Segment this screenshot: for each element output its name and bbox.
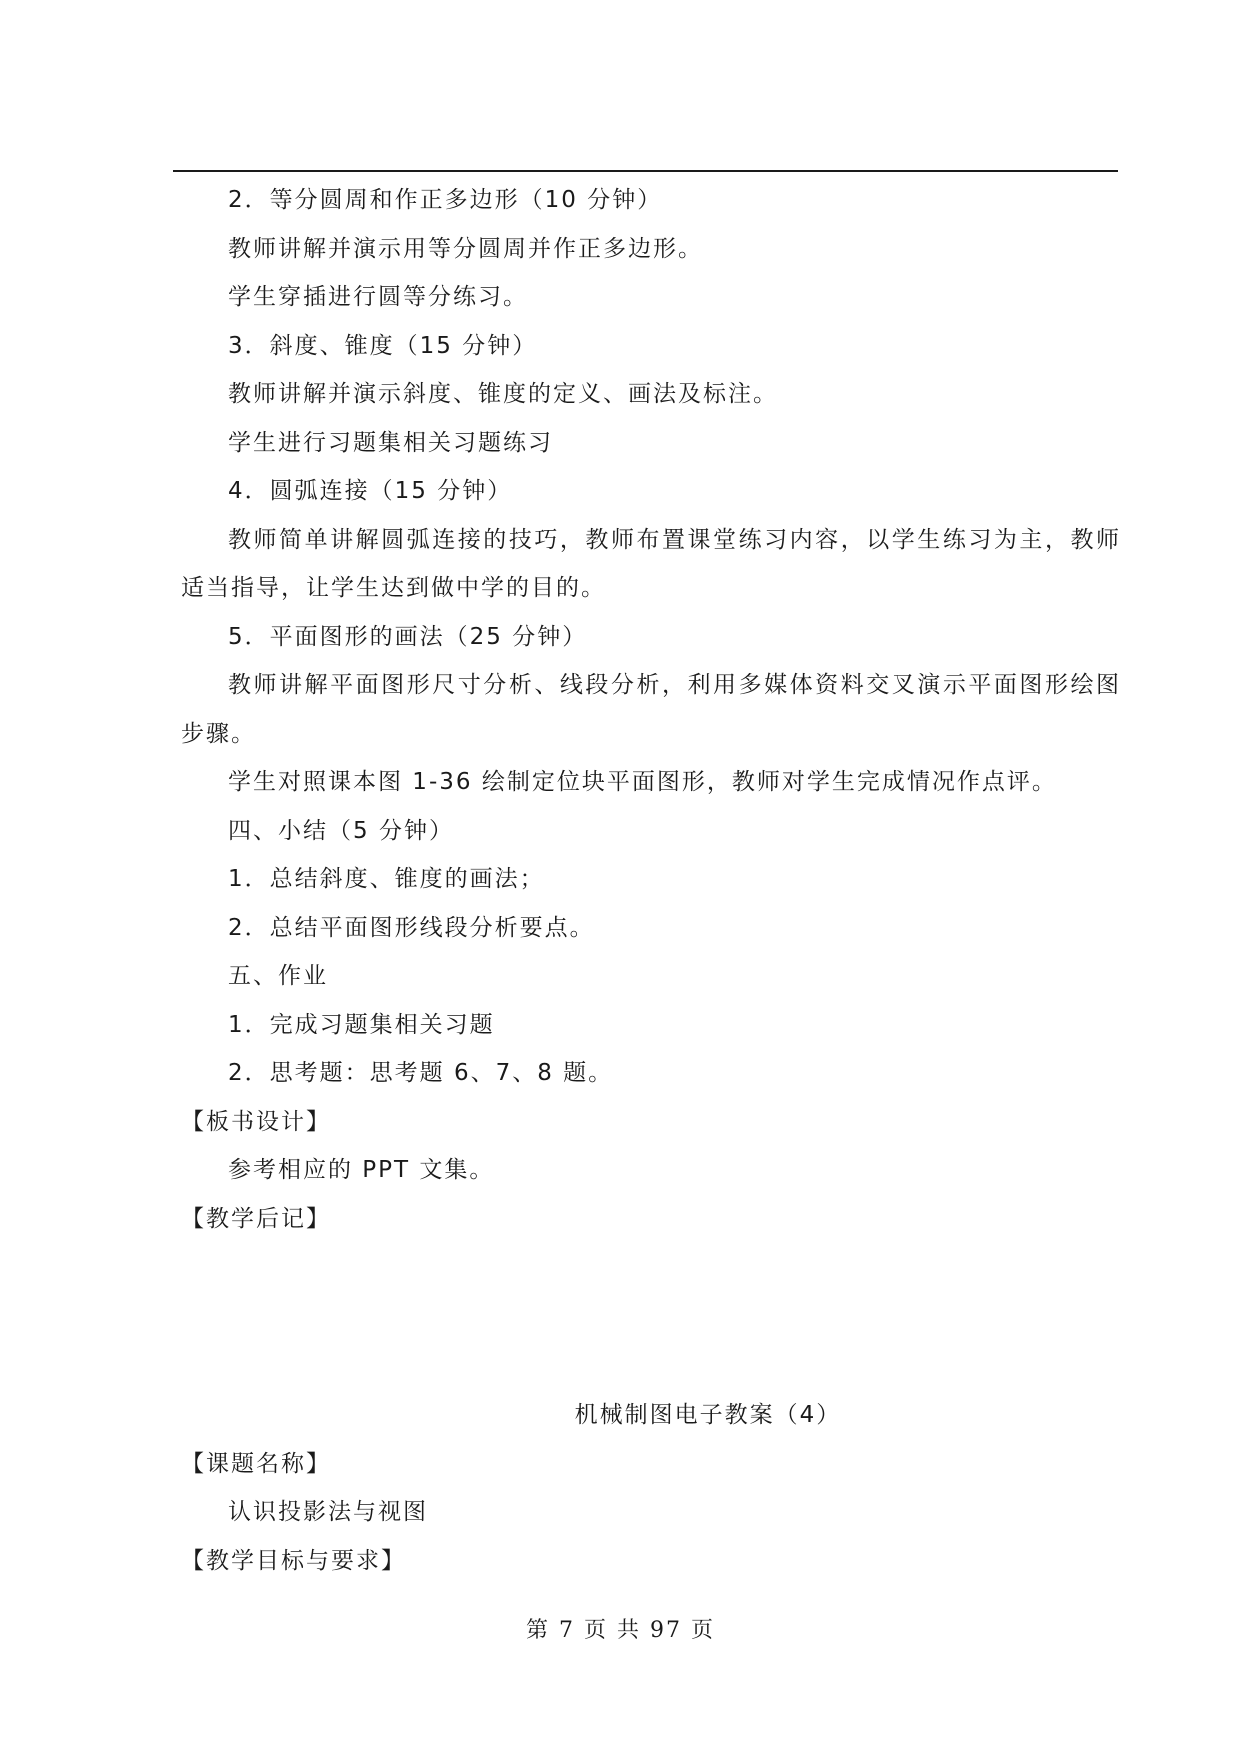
list-item: 2．总结平面图形线段分析要点。 <box>228 914 595 941</box>
paragraph: 教师简单讲解圆弧连接的技巧，教师布置课堂练习内容，以学生练习为主，教师适当指导，让学生达到做中学的目的。 <box>181 526 1121 601</box>
list-item: 2．思考题：思考题 6、7、8 题。 <box>228 1060 614 1086</box>
section-label-board-design: 【板书设计】 <box>181 1108 331 1135</box>
section-heading-summary: 四、小结（5 分钟） <box>228 817 454 844</box>
paragraph: 教师讲解并演示斜度、锥度的定义、画法及标注。 <box>228 381 778 407</box>
paragraph: 教师讲解并演示用等分圆周并作正多边形。 <box>228 235 703 262</box>
paragraph: 学生穿插进行圆等分练习。 <box>228 284 528 310</box>
document-body <box>181 176 1121 1585</box>
section-heading-circle-division: 2．等分圆周和作正多边形（10 分钟） <box>228 187 663 213</box>
paragraph: 学生对照课本图 1-36 绘制定位块平面图形，教师对学生完成情况作点评。 <box>228 769 1057 795</box>
section-heading-homework: 五、作业 <box>228 963 328 989</box>
spacer <box>181 1243 1121 1391</box>
list-item: 1．完成习题集相关习题 <box>228 1011 495 1038</box>
page-number-footer: 第 7 页 共 97 页 <box>526 1618 715 1643</box>
section-heading-plane-figure: 5．平面图形的画法（25 分钟） <box>228 623 588 650</box>
paragraph: 学生进行习题集相关习题练习 <box>228 429 553 456</box>
list-item: 1．总结斜度、锥度的画法； <box>228 866 545 892</box>
section-label-topic-name: 【课题名称】 <box>181 1450 331 1477</box>
topic-name: 认识投影法与视图 <box>228 1499 428 1525</box>
paragraph: 教师讲解平面图形尺寸分析、线段分析，利用多媒体资料交叉演示平面图形绘图步骤。 <box>181 672 1121 747</box>
section-label-teaching-notes: 【教学后记】 <box>181 1205 331 1232</box>
lesson-plan-title: 机械制图电子教案（4） <box>574 1402 842 1428</box>
header-rule <box>173 170 1118 172</box>
section-heading-slope-taper: 3．斜度、锥度（15 分钟） <box>228 332 538 359</box>
paragraph: 参考相应的 PPT 文集。 <box>228 1157 495 1183</box>
section-label-objectives: 【教学目标与要求】 <box>181 1547 406 1574</box>
section-heading-arc-connection: 4．圆弧连接（15 分钟） <box>228 478 513 504</box>
